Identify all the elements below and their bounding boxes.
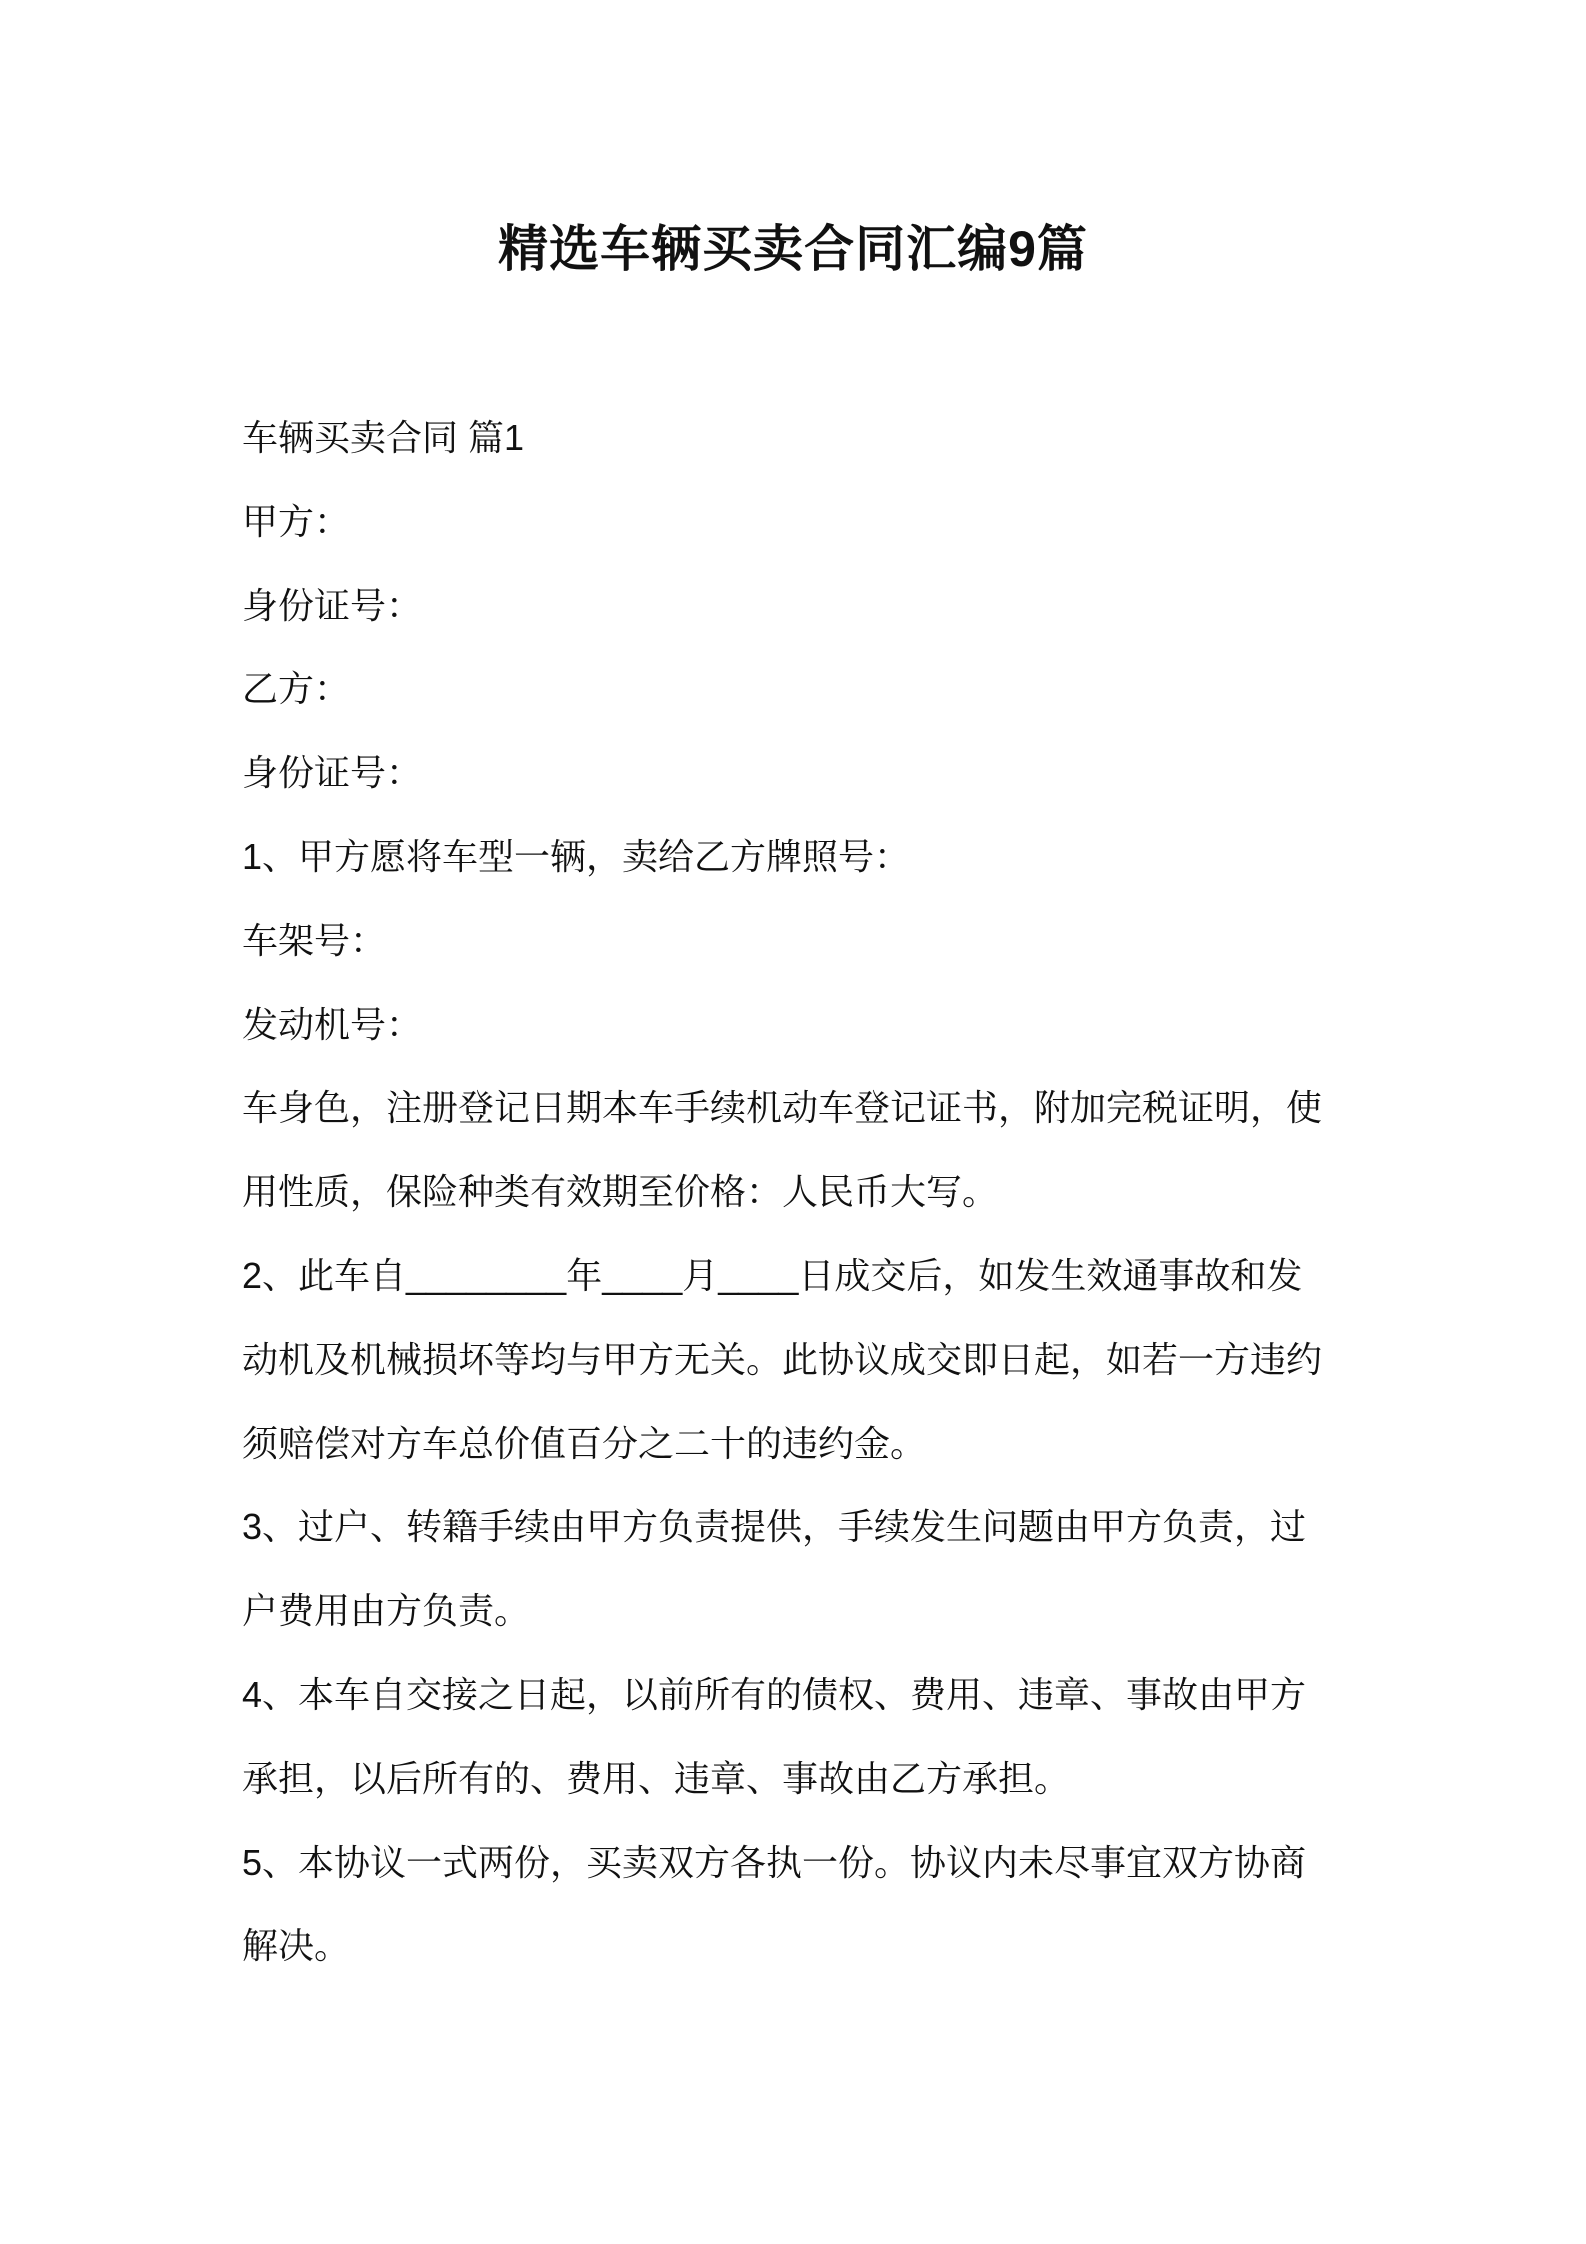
clause-5-line: 解决。 [242, 1925, 351, 1967]
clause-4-line: 承担，以后所有的、费用、违章、事故由乙方承担。 [242, 1757, 1071, 1799]
clause-2-line: 须赔偿对方车总价值百分之二十的违约金。 [242, 1422, 927, 1464]
vehicle-details-paragraph [242, 1066, 1382, 1234]
document-title: 精选车辆买卖合同汇编9篇 [498, 221, 1088, 277]
clause-5 [242, 1821, 1382, 1989]
clause-3-line: 3、过户、转籍手续由甲方负责提供，手续发生问题由甲方负责，过 [242, 1506, 1307, 1548]
vehicle-details-line: 车身色，注册登记日期本车手续机动车登记证书，附加完税证明，使 [242, 1087, 1323, 1129]
party-a-id-field: 身份证号： [242, 584, 423, 626]
contract-heading: 车辆买卖合同 篇1 [242, 417, 525, 458]
clause-2-line: 2、此车自________年____月____日成交后，如发生效通事故和发 [242, 1254, 1303, 1296]
engine-number-field: 发动机号： [242, 1003, 423, 1045]
clause-5-line: 5、本协议一式两份，买卖双方各执一份。协议内未尽事宜双方协商 [242, 1841, 1307, 1883]
clause-4 [242, 1653, 1382, 1821]
clause-2-line: 动机及机械损坏等均与甲方无关。此协议成交即日起，如若一方违约 [242, 1338, 1323, 1380]
party-b-id-field: 身份证号： [242, 752, 423, 794]
document-body [242, 396, 1382, 1988]
frame-number-field: 车架号： [242, 919, 387, 961]
party-b-field: 乙方： [242, 668, 351, 710]
party-a-field: 甲方： [242, 500, 351, 542]
clause-2 [242, 1234, 1382, 1485]
clause-4-line: 4、本车自交接之日起，以前所有的债权、费用、违章、事故由甲方 [242, 1673, 1307, 1715]
clause-3-line: 户费用由方负责。 [242, 1590, 531, 1632]
clause-1: 1、甲方愿将车型一辆，卖给乙方牌照号： [242, 835, 911, 877]
vehicle-details-line: 用性质，保险种类有效期至价格：人民币大写。 [242, 1171, 999, 1213]
clause-3 [242, 1485, 1382, 1653]
